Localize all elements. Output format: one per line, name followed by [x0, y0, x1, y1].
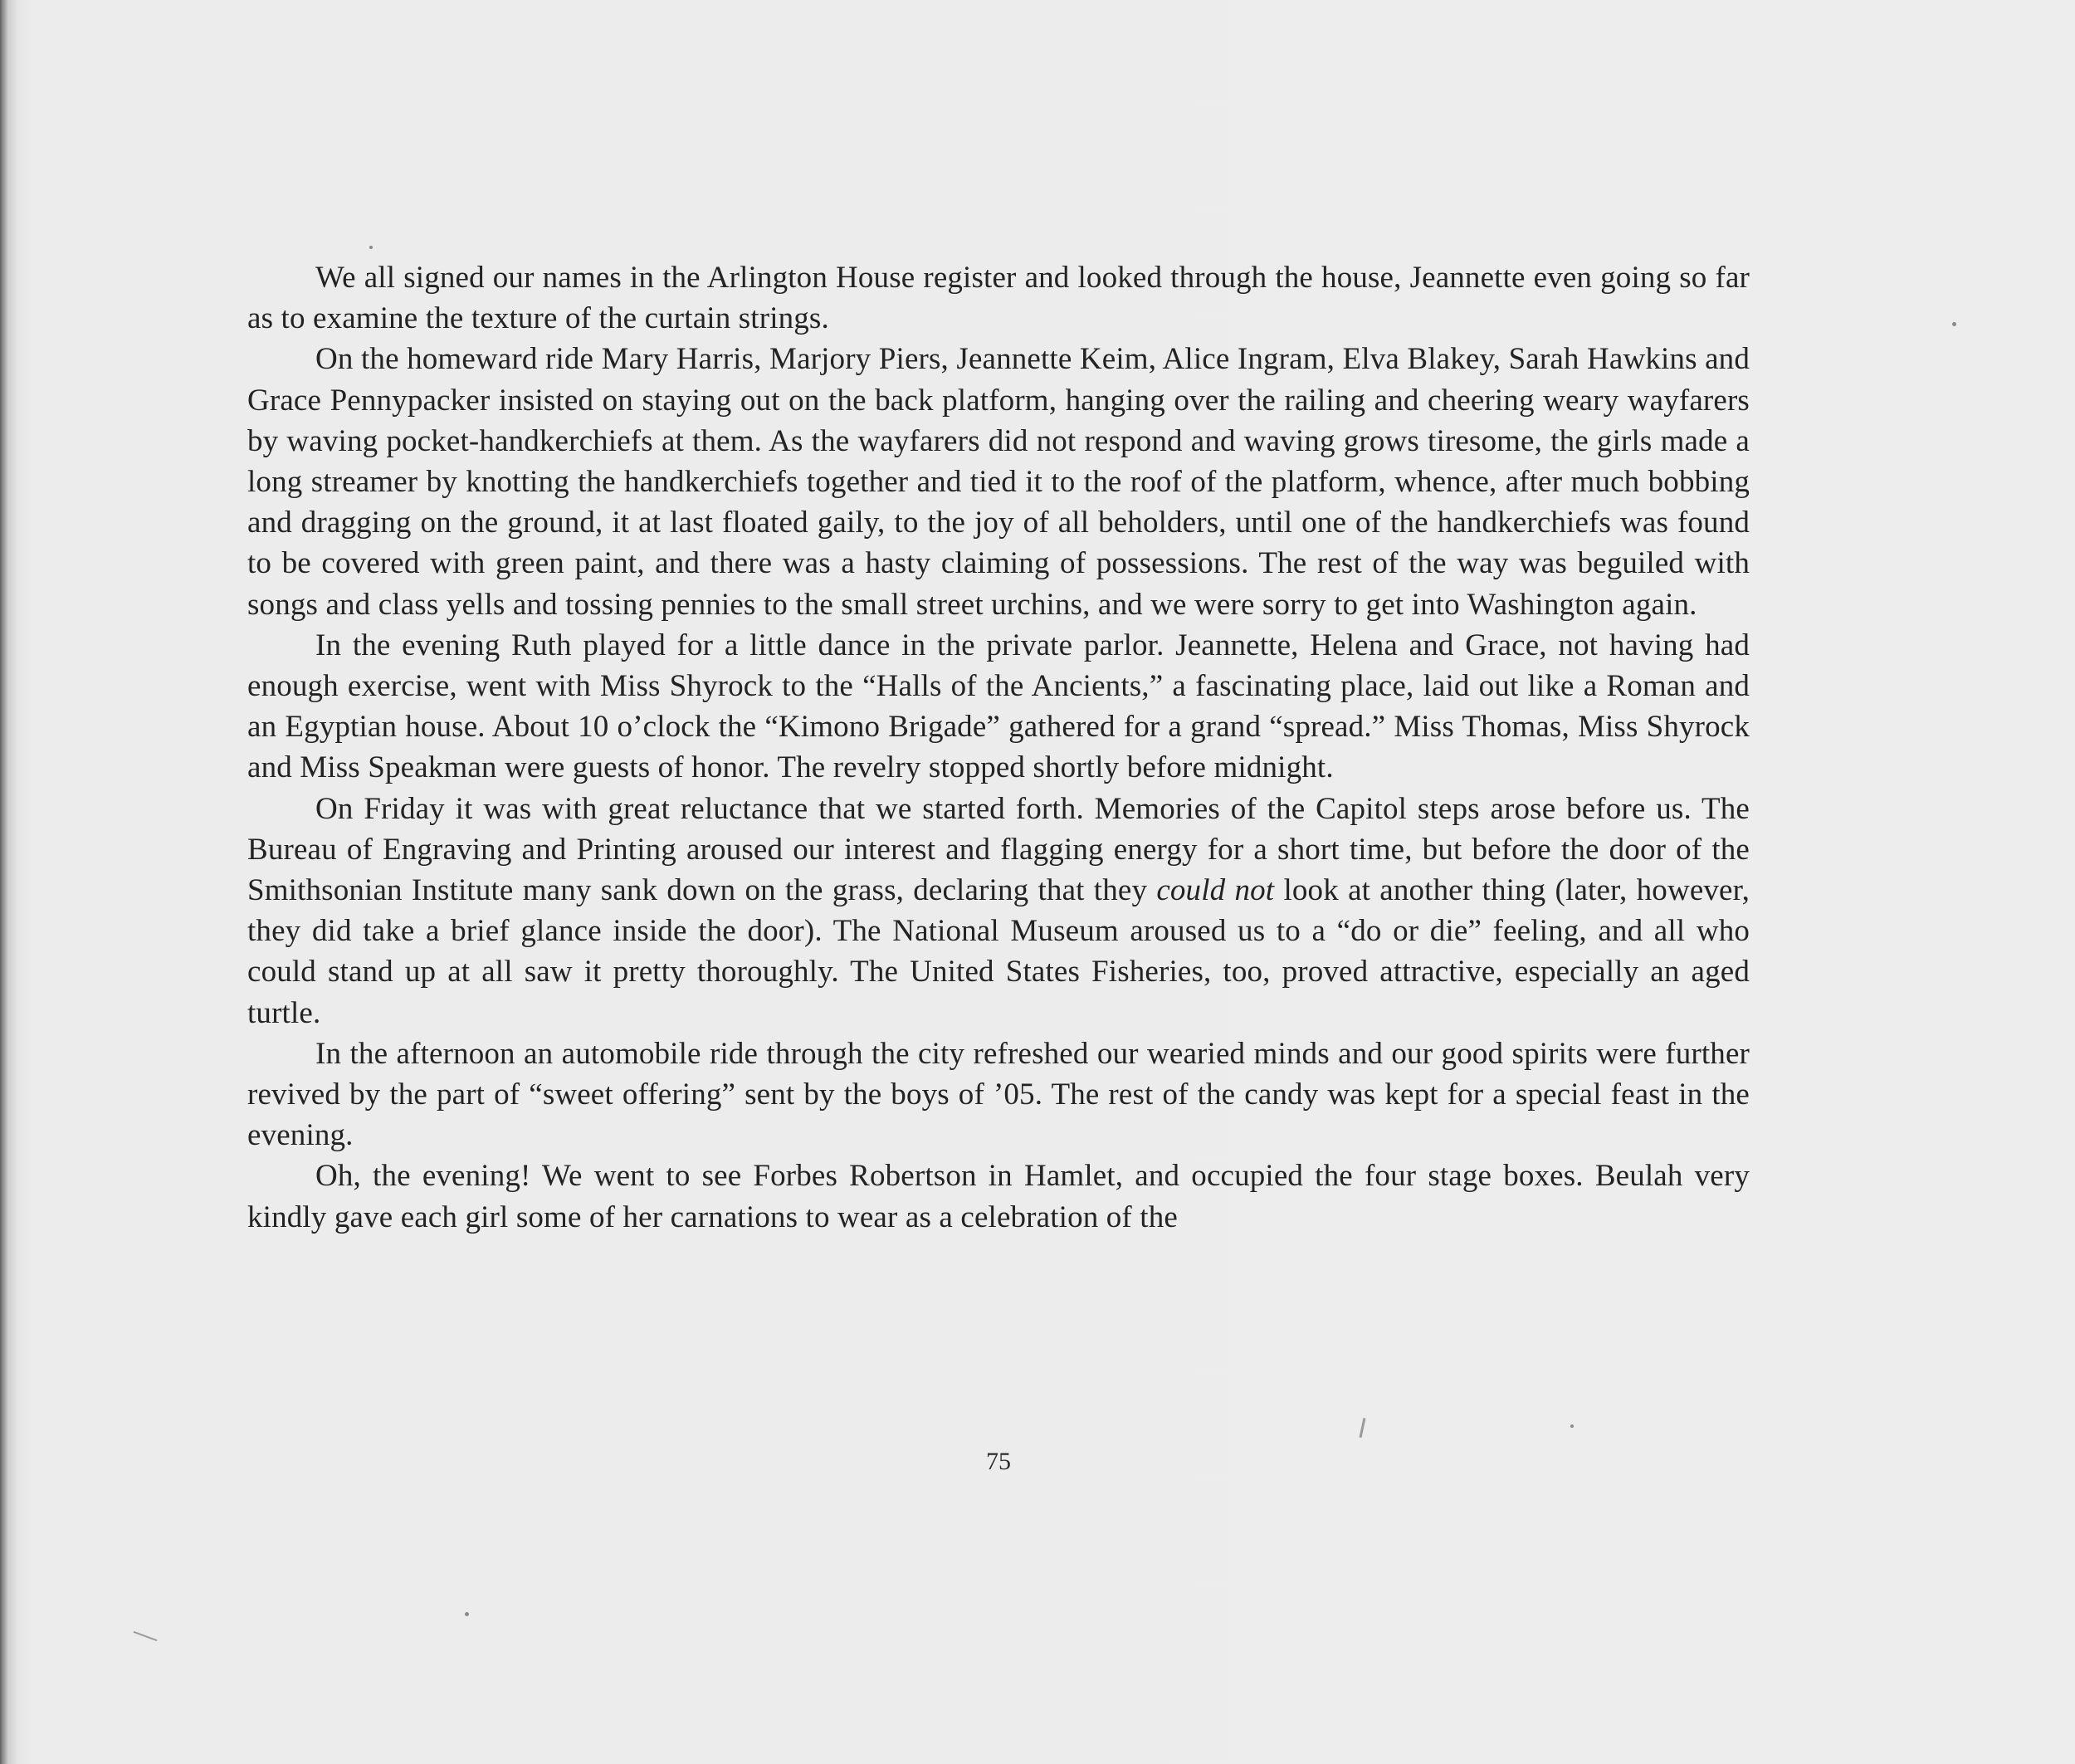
scan-speck — [1570, 1424, 1574, 1428]
paragraph-friday-start: On Friday it was with great reluctance that we started forth. Memories of the Capitol steps arose before us. The Bureau of Engraving and Printing aroused our interest and flagging energy for a short time, but before the door of the Smithsonian Institute many sank down on the grass, declaring that they — [247, 791, 1750, 908]
scan-speck — [1952, 322, 1956, 326]
page-number: 75 — [986, 1448, 1011, 1475]
body-text — [247, 257, 1750, 1238]
paragraph-homeward-ride: On the homeward ride Mary Harris, Marjory Piers, Jeannette Keim, Alice Ingram, Elva Blakey, Sarah Hawkins and Grace Pennypacker insisted on staying out on the back platform, hanging over the railing and cheering weary wayfarers by waving pocket-handkerchiefs at them. As the wayfarers did not respond and waving grows tiresome, the girls made a long streamer by knotting the handkerchiefs together and tied it to the roof of the platform, whence, after much bobbing and dragging on the ground, it at last floated gaily, to the joy of all beholders, until one of the handkerchiefs was found to be covered with green paint, and there was a hasty claiming of possessions. The rest of the way was beguiled with songs and class yells and tossing pennies to the small street urchins, and we were sorry to get into Washington again. — [247, 342, 1750, 622]
paragraph-friday — [247, 789, 1750, 1033]
scan-speck — [465, 1612, 469, 1616]
scan-scratch — [134, 1631, 158, 1641]
italic-phrase: could not — [1156, 873, 1275, 908]
scan-scratch — [1360, 1418, 1366, 1438]
paragraph-evening-dance: In the evening Ruth played for a little dance in the private parlor. Jeannette, Helena and Grace, not having had enough exercise, went with Miss Shyrock to the “Halls of the Ancients,” a fascinating place, laid out like a Roman and an Egyptian house. About 10 o’clock the “Kimono Brigade” gathered for a grand “spread.” Miss Thomas, Miss Shyrock and Miss Speakman were guests of honor. The revelry stopped shortly before midnight. — [247, 628, 1750, 785]
paragraph-afternoon: In the afternoon an automobile ride through the city refreshed our wearied minds and our good spirits were further revived by the part of “sweet offering” sent by the boys of ’05. The rest of the candy was kept for a special feast in the evening. — [247, 1036, 1750, 1153]
paragraph-arlington-house: We all signed our names in the Arlington House register and looked through the house, Jeannette even going so far as to examine the texture of the curtain strings. — [247, 261, 1750, 336]
paragraph-friday-end: look at another thing (later, however, they did take a brief glance inside the door). The National Museum aroused us to a “do or die” feeling, and all who could stand up at all saw it pretty thoroughly. The United States Fisheries, too, proved attractive, especially an aged turtle. — [247, 873, 1750, 1030]
scan-speck — [369, 246, 373, 249]
paragraph-hamlet-evening: Oh, the evening! We went to see Forbes Robertson in Hamlet, and occupied the four stage boxes. Beulah very kindly gave each girl some of her carnations to wear as a celebration of the — [247, 1159, 1750, 1234]
